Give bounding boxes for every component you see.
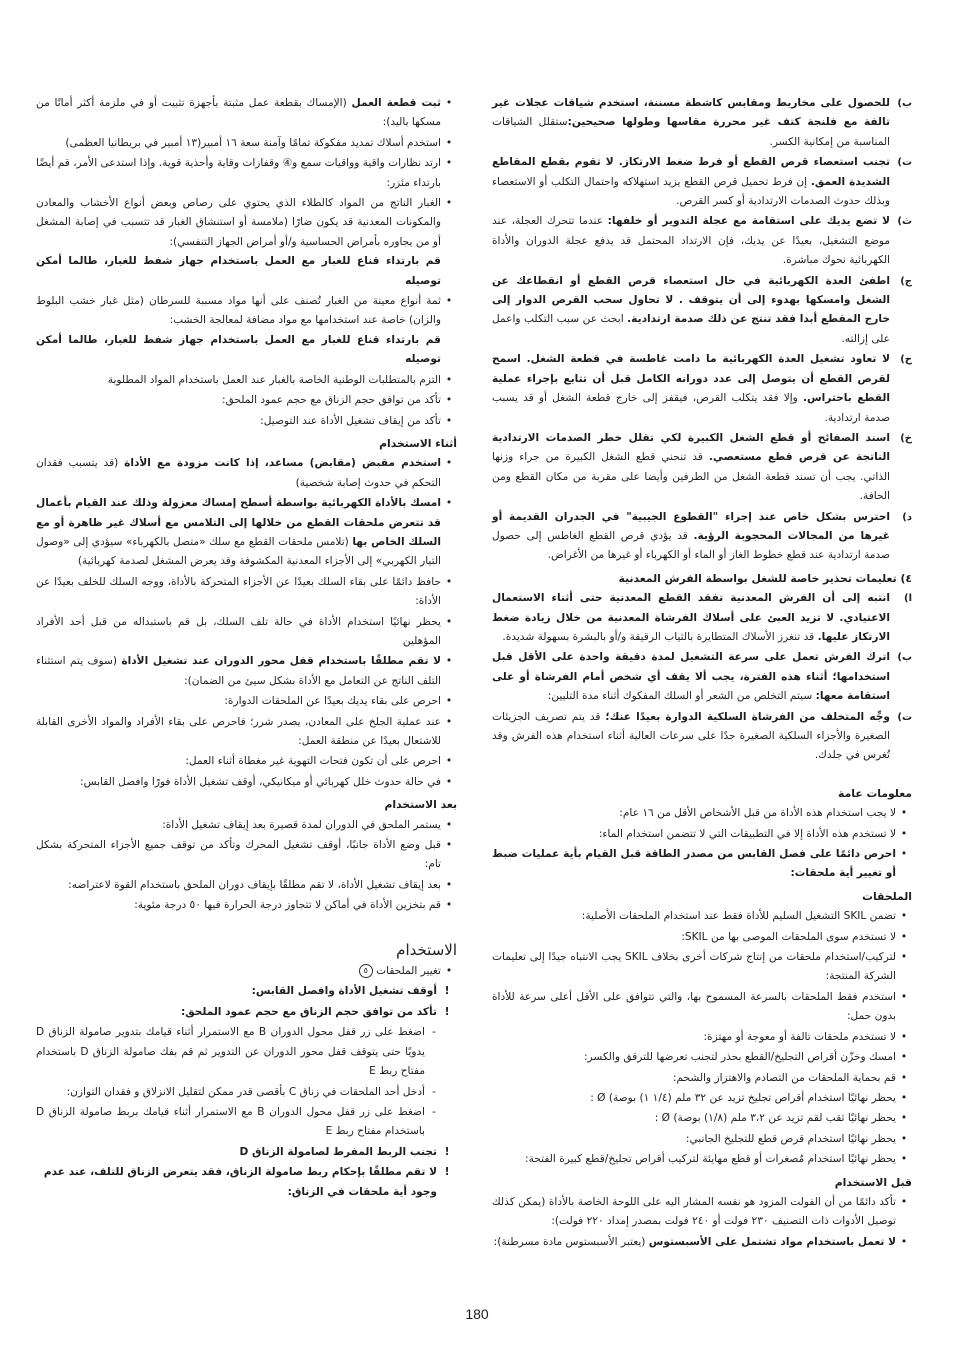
item-plain-text: (الإمساك بقطعة عمل مثبتة بأجهزة تثبيت أو في ملزمة أكثر أمانًا من مسكها باليد): (36, 97, 441, 129)
warning-item (492, 153, 912, 211)
item-letter: ت) (897, 711, 912, 723)
item-plain-text: لا تستخدم هذه الأداة إلا في التطبيقات التي لا تتضمن استخدام الماء: (598, 827, 896, 840)
bullet-icon: • (900, 1030, 908, 1043)
step-text: اضغط على زر قفل محول الدوران B مع الاستمرار أثناء قيامك بربط صامولة الزناق D باستخدام مفتاح ربط E (36, 1105, 425, 1138)
item-text (36, 876, 441, 895)
item-text (36, 896, 441, 915)
item-text (492, 1233, 896, 1252)
item-plain-text: قد تنحني قطع الشغل الكبيرة من جراء وزنها الذاتي. يجب أن تسند قطعة الشغل من الطرفين وأيضا على مقربة من مكان القطع ومن الحافة. (492, 451, 890, 503)
during-use-title: أثناء الاستخدام (379, 436, 457, 450)
item-text (492, 212, 890, 270)
before-use-title: قبل الاستخدام (834, 1175, 912, 1189)
usage-title: الاستخدام (396, 940, 457, 959)
item-plain-text: تأكد من إيقاف تشغيل الأداة عند التوصيل: (260, 414, 441, 427)
bullet-icon: • (445, 414, 453, 427)
warning-step (36, 1003, 457, 1022)
item-plain-text: تأكد من توافق حجم الزناق مع حجم عمود الملحق: (221, 394, 441, 407)
dash-marker: - (432, 1105, 436, 1118)
accessories-list (492, 907, 912, 1169)
item-letter: ت) (897, 157, 912, 169)
bullet-icon: • (445, 136, 453, 149)
list-item (36, 134, 457, 153)
warning-item (492, 429, 912, 507)
item-plain-text: (تلامس ملحقات القطع مع سلك «متصل بالكهرباء» سيؤدي إلى «وصول التيار الكهربي» إلى الأجزاء المعدنية المكشوفة وقد يعرض المشغل لصدمة كهربائية) (36, 535, 441, 568)
item-plain-text: يحظر نهائيًا استخدام مُصغرات أو قطع مهايئة لتركيب أقراص تجليخ/قطع كبيرة الفتحة: (525, 1153, 896, 1166)
item-text (492, 429, 890, 507)
list-item (36, 412, 457, 431)
instruction-step (36, 1023, 457, 1081)
before-use-list (492, 1193, 912, 1252)
item-bold-text: لا تضع يديك على استقامة مع عجلة التدوير أو خلفها: (607, 215, 890, 228)
usage-steps (36, 982, 457, 1201)
item-text (492, 1028, 896, 1047)
item-letter: ج) (900, 275, 912, 287)
warning-item (492, 212, 912, 270)
item-text (492, 1130, 896, 1149)
bullet-icon: • (900, 990, 908, 1003)
item-plain-text: في حالة حدوث خلل كهربائي أو ميكانيكي، أوقف تشغيل الأداة فورًا وافصل القابس: (80, 775, 441, 788)
list-item (36, 154, 457, 193)
list-item (492, 1048, 912, 1067)
list-item (492, 1089, 912, 1108)
warning-item (492, 648, 912, 706)
item-plain-text: احرص على بقاء يديك بعيدًا عن الملحقات الدوارة: (224, 695, 441, 708)
item-letter: ث) (897, 216, 912, 228)
warning-item (492, 508, 912, 566)
list-item (36, 494, 457, 572)
item-text (36, 713, 441, 752)
item-text (492, 928, 896, 947)
general-title: معلومات عامة (838, 786, 912, 800)
bullet-icon: • (900, 951, 908, 964)
list-item (36, 876, 457, 895)
item-plain-text: امسك وخزّن أقراص التجليخ/القطع بحذر لتجنب تعرضها للترقق والكسر: (583, 1051, 896, 1064)
item-text (492, 94, 890, 152)
item-plain-text: لا تستخدم سوى الملحقات الموصى بها من SKIL: (681, 930, 896, 943)
list-item (36, 836, 457, 875)
item-text (36, 836, 441, 875)
bullet-icon: • (445, 655, 453, 668)
item-text (492, 804, 896, 823)
item-plain-text: يحظر نهائيًا استخدام قرص قطع للتجليخ الجانبي: (685, 1132, 896, 1145)
item-text (492, 272, 890, 350)
item-text (492, 708, 890, 766)
bullet-icon: • (900, 807, 908, 820)
usage-bullet (36, 962, 457, 981)
list-item (492, 1193, 912, 1232)
item-text (36, 652, 441, 691)
item-text (492, 1193, 896, 1232)
item-plain-text: قم بتخزين الأداة في أماكن لا تتجاوز درجة الحرارة فيها ٥٠ درجة مئوية: (134, 899, 441, 912)
list-item (492, 907, 912, 926)
item-plain-text: قم بحماية الملحقات من التصادم والاهتزاز والشحم: (672, 1071, 896, 1084)
bullet-icon: • (445, 97, 453, 109)
bullet-icon: • (445, 615, 453, 628)
item-text (36, 613, 441, 652)
instruction-step (36, 1083, 457, 1102)
item-text (492, 1089, 896, 1108)
list-item (36, 194, 457, 291)
bullet-icon: • (900, 1112, 908, 1125)
bullet-icon: • (445, 157, 453, 170)
bullet-icon: • (900, 1132, 908, 1145)
accessories-title: الملحقات (862, 889, 912, 903)
list-item (492, 1130, 912, 1149)
item-plain-text: قد يؤدي قرص القطع الغاطس إلى حصول صدمة ارتدادية عند قطع خطوط الغاز أو الماء أو الكهرباء أو غيرها من الأغراض. (492, 529, 890, 562)
item-text (492, 153, 890, 211)
list-item (36, 896, 457, 915)
item-plain-text: قد تنغرز الأسلاك المتطايرة بالثياب الرقيقة و/أو بالبشرة بسهولة شديدة. (502, 630, 818, 643)
safety-list (36, 94, 457, 431)
item-text (36, 194, 441, 291)
bullet-icon: • (445, 775, 453, 788)
warning-item (492, 589, 912, 647)
item-letter: ب) (897, 98, 912, 109)
list-item (36, 292, 457, 370)
item-plain-text: عند عملية الجلخ على المعادن، يصدر شرر؛ فاحرص على بقاء الأفراد والمواد الأخرى القابلة للاشتعال بعيدًا عن منطقة العمل: (36, 715, 441, 747)
list-item (492, 1150, 912, 1169)
warning-item (492, 272, 912, 350)
list-item (36, 391, 457, 410)
exclamation-icon: ! (444, 1166, 450, 1179)
brush-warnings (492, 589, 912, 766)
dash-marker: - (432, 1085, 436, 1098)
page-number: 180 (465, 1306, 489, 1322)
item-plain-text: بعد إيقاف تشغيل الأداة، لا تقم مطلقًا بإيقاف دوران الملحق باستخدام القوة لاعتراضه: (68, 878, 441, 891)
step-text: اضغط على زر قفل محول الدوران B مع الاستمرار أثناء قيامك بتدوير صامولة الزناق D يدويًا حتى يتوقف قفل محور الدوران عن التدوير ثم قم بفك صامولة الزناق D باستخدام مفتاح ربط E (36, 1026, 425, 1078)
item-plain-text: ثمة أنواع معينة من الغبار تُصنف على أنها مواد مسببة للسرطان (مثل غبار خشب البلوط والزان) خاصة عند استخدامها مع مواد مضافة لمعالجة الخشب: (36, 295, 441, 327)
item-bold-text: احترس بشكل خاص عند إجراء "القطوع الجيبية" في الجدران القديمة أو غيرها من المجالات المحجوبة الرؤية. (492, 510, 890, 542)
item-text (492, 845, 896, 884)
item-text (492, 1109, 896, 1128)
item-text (492, 907, 896, 926)
item-bold-text: وجِّه المتخلف من الفرشاة السلكية الدوارة بعيدًا عنك؛ (605, 710, 890, 723)
item-text (36, 412, 441, 431)
item-text (36, 134, 441, 153)
item-text (36, 816, 441, 835)
item-text (492, 648, 890, 706)
item-plain-text: تأكد دائمًا من أن الفولت المزود هو نفسه المشار اليه على اللوحة الخاصة بالأداة (يمكن كذلك توصيل الأدوات ذات التصنيف ٢٣٠ فولت أو ٢٤٠ فولت بمصدر إمداد ٢٢٠ فولت): (492, 1195, 896, 1228)
bullet-icon: • (445, 899, 453, 912)
warning-item (492, 94, 912, 152)
item-bold-text: امسك بالأداة الكهربائية بواسطة أسطح إمساك معزولة وذلك عند القيام بأعمال قد تتعرض ملحقات القطع من خلالها إلى التلامس مع أسلاك غير ظاهرة أو مع السلك الخاص بها (36, 497, 441, 548)
item-text (36, 692, 441, 711)
bullet-icon: • (900, 1195, 908, 1208)
exclamation-icon: ! (444, 1145, 450, 1158)
dash-marker: - (432, 1026, 436, 1039)
item-plain-text: الغبار الناتج من المواد كالطلاء الذي يحتوي على رصاص وبعض أنواع الأخشاب والمعادن والمكونات المعدنية قد يكون ضارًا (ملامسة أو استنشاق الغبار قد تتسبب في إصابة المشغل أو من يجاوره بأمراض الحساسية و/أو أمراض الجهاز التنفسي): (36, 197, 441, 248)
item-letter: ح) (900, 354, 912, 366)
item-letter: خ) (900, 432, 912, 444)
item-text (36, 573, 441, 612)
item-bold-text: اطفئ العدة الكهربائية في حال استعصاء قرص القطع أو انقطاعك عن الشغل وامسكها بهدوء إلى أن يتوقف . لا تحاول سحب القرص الدوار إلى خارج المقطع أبدا فقد تنتج عن ذلك صدمة ارتدادية. (492, 274, 890, 326)
bullet-icon: • (900, 1051, 908, 1064)
list-item (492, 928, 912, 947)
bullet-icon: • (445, 575, 453, 588)
list-item (492, 948, 912, 987)
item-plain-text: يستمر الملحق في الدوران لمدة قصيرة بعد إيقاف تشغيل الأداة: (162, 818, 441, 831)
bullet-icon: • (445, 394, 453, 407)
list-item (36, 773, 457, 792)
item-plain-text: عندما تتحرك العجلة، عند موضع التشغيل، بعيدًا عن يديك، فإن الارتداد المحتمل قد يدفع عجلة الدوران والأداة الكهربائية نحوك مباشرة. (492, 215, 890, 267)
list-item (492, 1028, 912, 1047)
item-plain-text: استخدم أسلاك تمديد مفكوكة تمامًا وآمنة سعة ١٦ أمبير(١٣ أمبير في بريطانيا العظمى) (65, 136, 441, 149)
item-plain-text: تضمن SKIL التشغيل السليم للأداة فقط عند استخدام الملحقات الأصلية: (581, 910, 896, 923)
bullet-icon: • (445, 695, 453, 708)
bullet-icon: • (900, 1235, 908, 1248)
bullet-icon: • (445, 295, 453, 308)
item-text (36, 292, 441, 370)
item-bold-note: قم بارتداء قناع للغبار مع العمل باستخدام جهاز شفط للغبار، طالما أمكن توصيله (36, 255, 441, 287)
item-plain-text: يحظر نهائيًا استخدام الأداة في حالة تلف السلك، بل قم باستبداله من قبل أحد الأفراد المؤهلين (36, 615, 441, 647)
item-text (492, 988, 896, 1027)
item-bold-text: ثبت قطعة العمل (351, 97, 441, 109)
list-item (492, 825, 912, 844)
bullet-icon: • (900, 1153, 908, 1166)
list-item (36, 371, 457, 390)
item-plain-text: إن فرط تحميل قرص القطع يزيد استهلاكه واحتمال التكلب أو الاستعصاء وبذلك حدوث الصدمات الارتدادية أو كسر القرص. (492, 175, 890, 208)
after-use-title: بعد الاستخدام (384, 798, 457, 812)
item-bold-text: لا تعمل باستخدام مواد تشتمل على الأسبستوس (648, 1235, 896, 1248)
list-item (36, 816, 457, 835)
list-item (36, 652, 457, 691)
list-item (36, 94, 457, 133)
bullet-icon: • (900, 827, 908, 840)
item-letter: ا) (904, 593, 912, 605)
list-item (492, 804, 912, 823)
item-text (492, 1048, 896, 1067)
item-bold-text: استخدم مقبض (مقابض) مساعد، إذا كانت مزودة مع الأداة (124, 457, 441, 470)
list-item (492, 1233, 912, 1252)
bullet-icon: • (445, 878, 453, 891)
bullet-icon: • (445, 818, 453, 831)
item-bold-text: للحصول على مخاريط ومقابس كاشطة مسننة، استخدم شياقات عجلات غير تالفة مع فلنجة كتف غير محررة مقاسها وطولها صحيحين: (492, 97, 890, 129)
list-item (36, 692, 457, 711)
bullet-icon: • (445, 965, 453, 978)
step-text: أوقف تشغيل الأداة وافصل القابس: (251, 985, 437, 998)
list-item (36, 713, 457, 752)
bullet-icon: • (445, 839, 453, 852)
step-text: أدخل أحد الملحقات في زناق C بأقصى قدر ممكن لتقليل الانزلاق و فقدان التوازن: (66, 1085, 425, 1098)
list-item (36, 573, 457, 612)
item-bold-text: اسند الصفائح أو قطع الشغل الكبيرة لكي تقلل خطر الصدمات الارتدادية الناتجة عن قرص قطع مستعصي. (492, 431, 890, 464)
bullet-icon: • (900, 1091, 908, 1104)
item-text (36, 752, 441, 771)
item-plain-text: (يعتبر الأسبستوس مادة مسرطنة): (493, 1235, 649, 1248)
warning-step (36, 982, 457, 1001)
item-plain-text: يحظر نهائيًا استخدام أقراص تجليخ تزيد عن ٣٢ ملم (١/٤ ١) بوصة) Ø : (590, 1091, 896, 1104)
warning-step (36, 1163, 457, 1202)
instruction-step (36, 1103, 457, 1142)
item-plain-text: لا تستخدم ملحقات تالفة أو معوجة أو مهتزة: (703, 1030, 896, 1043)
item-plain-text: وإلا فقد يتكلب القرص، فيقفز إلى خارج قطعة الشغل أو قد يسبب صدمة ارتدادية. (492, 392, 890, 424)
callout-circle: ٥ (359, 964, 373, 978)
item-plain-text: ارتد نظارات واقية وواقيات سمع و④ وقفازات وقاية وأحذية قوية. وإذا استدعى الأمر، قم أيضًا بارتداء مئزر: (36, 157, 441, 189)
step-text: تأكد من توافق حجم الزناق مع حجم عمود الملحق: (180, 1005, 437, 1018)
item-text (492, 1150, 896, 1169)
right-column (492, 94, 912, 1253)
item-text (36, 773, 441, 792)
item-plain-text: التزم بالمتطلبات الوطنية الخاصة بالغبار عند العمل باستخدام المواد المطلوبة (107, 373, 441, 386)
item-plain-text: (سوف يتم استثناء التلف الناتج عن التعامل مع الأداة بشكل سيئ من الضمان): (36, 655, 441, 687)
item-text (36, 391, 441, 410)
bullet-icon: • (445, 373, 453, 386)
list-item (36, 454, 457, 493)
list-item (36, 752, 457, 771)
list-item (492, 1109, 912, 1128)
item-bold-text: لا تقم مطلقًا باستخدام قفل محور الدوران عند تشغيل الأداة (121, 655, 441, 668)
list-item (36, 613, 457, 652)
item-plain-text: سيتم التخلص من الشعر أو السلك المفكوك أثناء مدة التليين: (547, 690, 816, 703)
item-plain-text: ستقلل الشياقات المناسبة من إمكانية الكسر. (492, 116, 890, 148)
exclamation-icon: ! (444, 1005, 450, 1018)
list-item (492, 845, 912, 884)
item-text (36, 454, 441, 493)
item-text (492, 350, 890, 428)
step-text: تجنب الربط المفرط لصامولة الزناق D (239, 1145, 437, 1158)
item-plain-text: قبل وضع الأداة جانبًا، أوقف تشغيل المحرك وتأكد من توقف جميع الأجزاء المتحركة بشكل تام: (36, 839, 441, 871)
bullet-icon: • (445, 755, 453, 768)
item-plain-text: حافظ دائمًا على بقاء السلك بعيدًا عن الأجزاء المتحركة بالأداة، ووجه السلك للخلف بعيدًا عن الأداة: (36, 575, 441, 608)
during-use-list (36, 454, 457, 792)
item-text (492, 589, 890, 647)
item-plain-text: (قد يتسبب فقدان التحكم في حدوث إصابة شخصية) (36, 457, 441, 489)
item-plain-text: يحظر نهائيًا ثقب لقم تزيد عن ٣،٢ ملم (١/٨) بوصة) Ø : (654, 1112, 896, 1125)
lettered-warnings (492, 94, 912, 566)
item-bold-text: اترك الفرش تعمل على سرعة التشغيل لمدة دقيقة واحدة على الأقل قبل استخدامها؛ أثناء هذه الفترة، يجب ألا يقف أي شخص أمام الفرشاة أو على استقامة معها: (492, 651, 890, 703)
list-item (492, 988, 912, 1027)
item-text (492, 948, 896, 987)
item-plain-text: لا يجب استخدام هذه الأداة من قبل الأشخاص الأقل من ١٦ عام: (619, 807, 896, 820)
warning-item (492, 708, 912, 766)
item-text (36, 371, 441, 390)
exclamation-icon: ! (444, 985, 450, 998)
general-list (492, 804, 912, 884)
item-bold-text: احرص دائمًا على فصل القابس من مصدر الطاقة قبل القيام بأية عمليات ضبط أو تغيير أية ملحقات: (492, 848, 896, 880)
left-column (36, 94, 457, 1203)
bullet-icon: • (900, 848, 908, 861)
bullet-icon: • (900, 910, 908, 923)
after-use-list (36, 816, 457, 916)
item-text (36, 94, 441, 133)
bullet-icon: • (445, 497, 453, 510)
bullet-icon: • (900, 930, 908, 943)
item-bold-text: انتبه إلى أن الفرش المعدنية تفقد القطع المعدنية حتى أثناء الاستعمال الاعتيادي. لا تزيد العبئ على أسلاك الفرشاة المعدنية من خلال زيادة ضغط الارتكاز عليها. (492, 592, 890, 643)
bullet-icon: • (445, 457, 453, 470)
item-plain-text: ابحث عن سبب التكلب واعمل على إزالته. (492, 313, 890, 345)
bullet-icon: • (445, 715, 453, 728)
item-text (36, 494, 441, 572)
item-bold-text: لا تعاود تشغيل العدة الكهربائية ما دامت غاطسة في قطعة الشغل. اسمح لقرص القطع أن يتوصل إلى عدد دورانه الكامل قبل أن تتابع بإجراء عملية القطع باحتراس. (492, 353, 890, 405)
bullet-icon: • (445, 197, 453, 210)
warning-item (492, 350, 912, 428)
section4-title: ٤) تعليمات تحذير خاصة للشغل بواسطة الفرش المعدنية (618, 571, 912, 585)
item-text (492, 825, 896, 844)
item-letter: ب) (897, 652, 912, 664)
item-text (492, 1069, 896, 1088)
item-plain-text: قد يتم تصريف الجزيئات الصغيرة والأجزاء السلكية الصغيرة جدًا على سرعات العالية أثناء استخدام هذه الفرش وقد تُغرس في جلدك. (492, 710, 890, 762)
warning-step (36, 1143, 457, 1162)
step-text: لا تقم مطلقًا بإحكام ربط صامولة الزناق، فقد يتعرض الزناق للتلف، عند عدم وجود أية ملحقات في الزناق: (43, 1166, 437, 1198)
item-text (36, 154, 441, 193)
item-bold-text: تجنب استعصاء قرص القطع أو فرط ضغط الارتكاز. لا تقوم بقطع المقاطع الشديدة العمق. (492, 156, 891, 188)
item-plain-text: استخدم فقط الملحقات بالسرعة المسموح بها، والتي تتوافق على الأقل أعلى سرعة للأداة بدون حمل: (492, 990, 896, 1023)
item-plain-text: احرص على أن تكون فتحات التهوية غير مغطاة أثناء العمل: (185, 755, 441, 768)
item-letter: د) (902, 511, 912, 523)
item-text (492, 508, 890, 566)
usage-bullet-label: تغيير الملحقات (376, 965, 441, 978)
item-plain-text: لتركيب/استخدام ملحقات من إنتاج شركات أخرى بخلاف SKIL يجب الانتباه جيدًا إلى تعليمات الشركة المنتجة: (492, 951, 896, 983)
list-item (492, 1069, 912, 1088)
bullet-icon: • (900, 1071, 908, 1084)
item-bold-note: قم بارتداء قناع للغبار مع العمل باستخدام جهاز شفط للغبار، طالما أمكن توصيله (36, 333, 441, 366)
